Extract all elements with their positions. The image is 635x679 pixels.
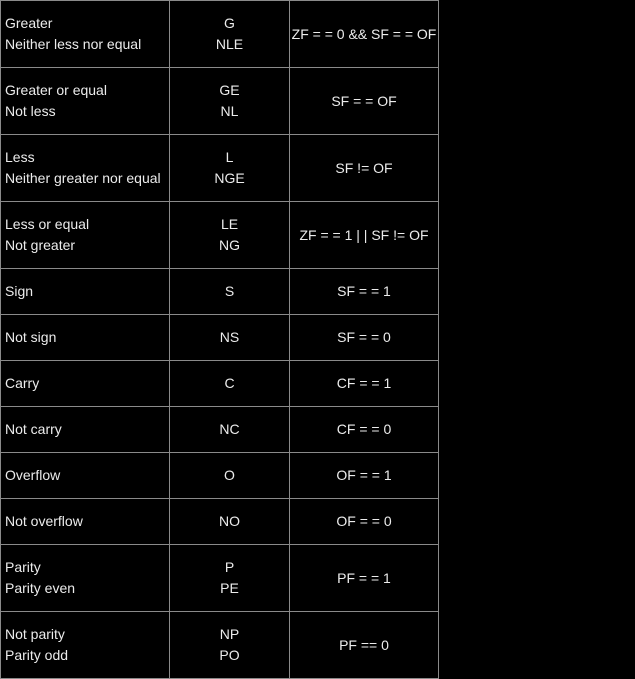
flag-condition-cell: PF == 0: [290, 612, 439, 679]
mnemonic-cell: [170, 135, 290, 202]
description-cell: [1, 135, 170, 202]
flag-condition-cell: OF = = 1: [290, 453, 439, 499]
mnemonic-cell: NO: [170, 499, 290, 545]
description-line: Parity odd: [5, 647, 69, 663]
mnemonic-cell: [170, 612, 290, 679]
description-line: Less or equal: [5, 216, 90, 232]
description-cell: Not overflow: [1, 499, 170, 545]
flag-condition-cell: SF = = 0: [290, 315, 439, 361]
mnemonic-line: NLE: [215, 36, 244, 52]
description-line: Neither less nor equal: [5, 36, 142, 52]
table-row: [1, 1, 439, 68]
flag-condition-cell: SF != OF: [290, 135, 439, 202]
mnemonic-cell: S: [170, 269, 290, 315]
mnemonic-line: PE: [220, 580, 239, 596]
mnemonic-cell: NS: [170, 315, 290, 361]
flag-condition-cell: SF = = OF: [290, 68, 439, 135]
table-row: [1, 315, 439, 361]
table-row: [1, 407, 439, 453]
flag-condition-cell: CF = = 0: [290, 407, 439, 453]
mnemonic-line: LE: [220, 216, 239, 232]
flag-condition-cell: OF = = 0: [290, 499, 439, 545]
table-row: [1, 361, 439, 407]
description-cell: [1, 202, 170, 269]
table-row: [1, 453, 439, 499]
description-cell: Carry: [1, 361, 170, 407]
mnemonic-cell: [170, 545, 290, 612]
description-line: Less: [5, 149, 35, 165]
mnemonic-line: P: [224, 559, 235, 575]
description-line: Parity even: [5, 580, 76, 596]
mnemonic-line: G: [224, 15, 235, 31]
description-cell: Sign: [1, 269, 170, 315]
flag-condition-cell: PF = = 1: [290, 545, 439, 612]
flag-condition-cell: ZF = = 1 | | SF != OF: [290, 202, 439, 269]
description-line: Neither greater nor equal: [5, 170, 161, 186]
mnemonic-cell: [170, 68, 290, 135]
table-row: [1, 612, 439, 679]
description-line: Not parity: [5, 626, 65, 642]
mnemonic-line: L: [225, 149, 234, 165]
description-line: Parity: [5, 559, 41, 575]
mnemonic-cell: O: [170, 453, 290, 499]
flag-condition-cell: SF = = 1: [290, 269, 439, 315]
description-line: Greater or equal: [5, 82, 107, 98]
description-cell: Not sign: [1, 315, 170, 361]
description-cell: [1, 612, 170, 679]
table-row: [1, 269, 439, 315]
description-cell: [1, 68, 170, 135]
flag-condition-cell: ZF = = 0 && SF = = OF: [290, 1, 439, 68]
table-row: [1, 545, 439, 612]
mnemonic-line: NP: [219, 626, 240, 642]
table-row: [1, 499, 439, 545]
mnemonic-cell: NC: [170, 407, 290, 453]
description-line: Greater: [5, 15, 53, 31]
mnemonic-cell: [170, 202, 290, 269]
mnemonic-line: NG: [219, 237, 240, 253]
mnemonic-cell: [170, 1, 290, 68]
mnemonic-line: GE: [219, 82, 240, 98]
table-row: [1, 202, 439, 269]
description-line: Not greater: [5, 237, 76, 253]
mnemonic-line: NL: [220, 103, 239, 119]
mnemonic-line: NGE: [214, 170, 245, 186]
description-line: Not less: [5, 103, 56, 119]
description-cell: [1, 545, 170, 612]
mnemonic-line: PO: [219, 647, 240, 663]
description-cell: Overflow: [1, 453, 170, 499]
table-row: [1, 135, 439, 202]
description-cell: Not carry: [1, 407, 170, 453]
flag-condition-cell: CF = = 1: [290, 361, 439, 407]
table-row: [1, 68, 439, 135]
mnemonic-cell: C: [170, 361, 290, 407]
description-cell: [1, 1, 170, 68]
